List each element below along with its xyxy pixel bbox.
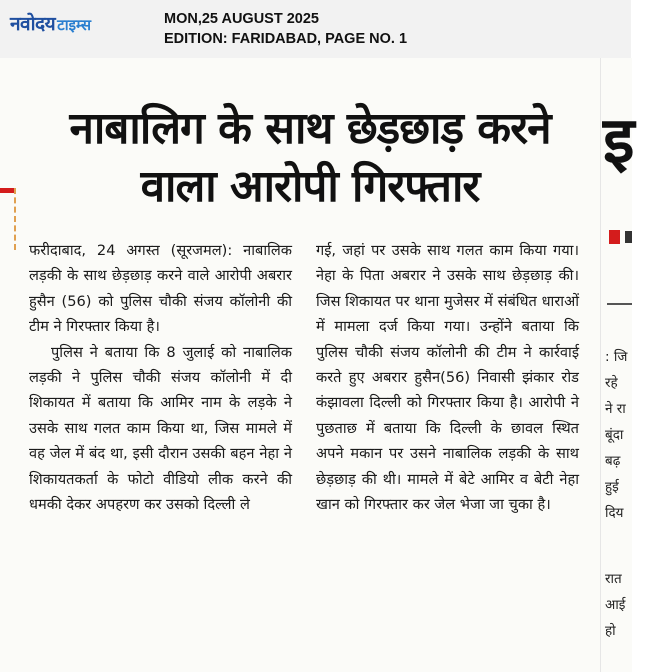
red-bullet-icon	[609, 230, 620, 244]
adjacent-text-fragment: ने रा	[605, 401, 626, 417]
headline-line-2: वाला आरोपी गिरफ्तार	[140, 161, 480, 212]
newspaper-logo[interactable]	[10, 10, 91, 34]
adjacent-text-fragment: दिय	[605, 505, 624, 521]
masthead-bar	[0, 0, 631, 58]
logo-main-text: नवोदय	[10, 13, 56, 35]
adjacent-text-fragment: हो	[605, 623, 616, 639]
divider	[607, 303, 632, 305]
article-paragraph: पुलिस ने बताया कि 8 जुलाई को नाबालिक लड़की ने पुलिस चौकी संजय कॉलोनी में दी शिकायत में बताया कि आमिर नाम के लड़के ने उसके साथ गलत काम किया था, जिस मामले में वह जेल में बंद था, इसी दौरान उसकी बहन नेहा ने शिकायतकर्ता के फोटो वीडियो लीक करने की धमकी देकर अपहरण कर उसको दिल्ली ले	[29, 343, 292, 514]
adjacent-text-fragment: बूंदा	[605, 427, 624, 443]
adjacent-text-fragment: हुई	[605, 479, 619, 495]
adjacent-text-fragment: बढ़	[605, 453, 621, 469]
headline-line-1: नाबालिग के साथ छेड़छाड़ करने	[69, 103, 551, 154]
edition-line: EDITION: FARIDABAD, PAGE NO. 1	[164, 31, 408, 47]
article-paragraph: फरीदाबाद, 24 अगस्त (सूरजमल): नाबालिक लड़की के साथ छेड़छाड़ करने वाले आरोपी अबरार हुसैन (56) को पुलिस चौकी संजय कॉलोनी की टीम ने गिरफ्तार किया है।	[29, 242, 292, 336]
newspaper-clipping	[0, 58, 631, 672]
adjacent-text-fragment: आई	[605, 597, 626, 613]
adjacent-headline-fragment: इ	[603, 104, 635, 178]
article-column-2	[316, 238, 579, 517]
article-headline	[30, 100, 590, 216]
adjacent-text-fragment: रात	[605, 571, 622, 587]
article-paragraph: गई, जहां पर उसके साथ गलत काम किया गया। नेहा के पिता अबरार ने उसके साथ छेड़छाड़ की। जिस शिकायत पर थाना मुजेसर में संबंधित धाराओं में मामला दर्ज किया गया। उन्होंने बताया कि पुलिस चौकी संजय कॉलोनी की टीम ने कार्रवाई करते हुए अबरार हुसैन(56) निवासी झंकार रोड कंझावला दिल्ली को गिरफ्तार किया है। आरोपी ने पुछताछ में बताया कि दिल्ली के छावल स्थित अपने मकान पर उसने नाबालिक लड़की के साथ छेड़छाड़ की थी। मामले में बेटे आमिर व बेटी नेहा खान को गिरफ्तार कर जेल भेजा जा चुका है।	[316, 242, 579, 514]
adjacent-text-fragment: रहे	[605, 375, 618, 391]
adjacent-subhead-fragment	[625, 231, 632, 243]
edition-info	[164, 9, 407, 49]
logo-sub-text: टाइम्स	[57, 16, 91, 34]
adjacent-text-fragment: : जि	[605, 349, 628, 365]
article-column-1	[29, 238, 292, 517]
adjacent-article-left-edge	[0, 188, 16, 250]
date-line: MON,25 AUGUST 2025	[164, 11, 319, 27]
red-marker	[0, 188, 14, 193]
adjacent-article-right-edge	[600, 58, 635, 672]
